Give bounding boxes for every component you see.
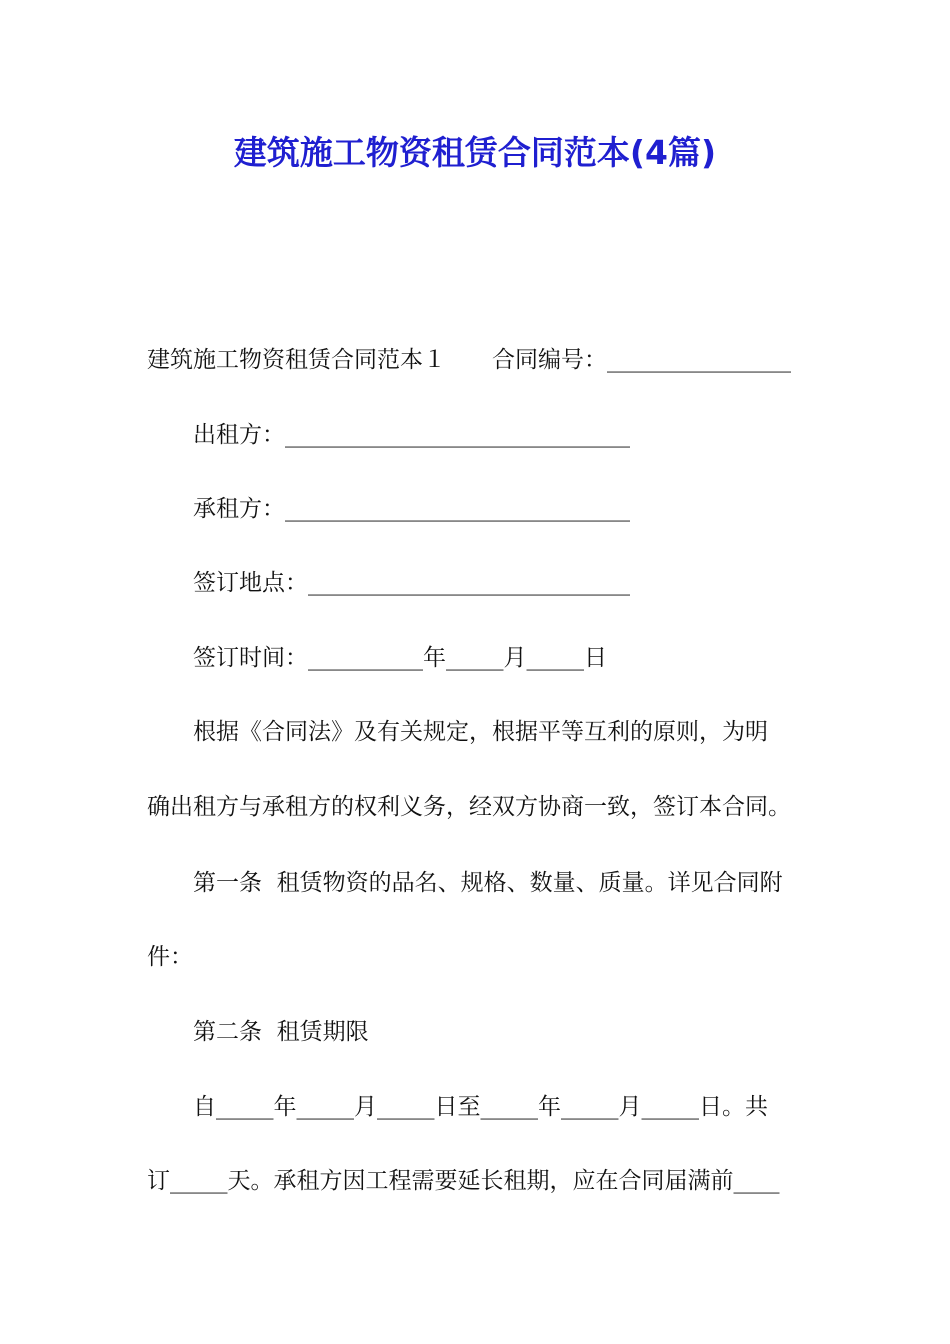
signing-place-field: 签订地点：____________________________ — [193, 570, 630, 596]
article-1-line-1: 第一条 租赁物资的品名、规格、数量、质量。详见合同附 — [193, 870, 783, 896]
contract-heading-line: 建筑施工物资租赁合同范本１ 合同编号：________________ — [147, 347, 791, 373]
signing-date-field: 签订时间：__________年_____月_____日 — [193, 645, 607, 671]
preamble-line-1: 根据《合同法》及有关规定，根据平等互利的原则，为明 — [193, 719, 768, 745]
lessor-field: 出租方：______________________________ — [193, 422, 630, 448]
document-title: 建筑施工物资租赁合同范本(4篇) — [233, 133, 717, 172]
article-1-line-2: 件： — [147, 944, 193, 970]
article-2-line-2: 订_____天。承租方因工程需要延长租期，应在合同届满前____ — [147, 1168, 780, 1194]
article-2-heading: 第二条 租赁期限 — [193, 1019, 369, 1045]
preamble-line-2: 确出租方与承租方的权利义务，经双方协商一致，签订本合同。 — [147, 794, 791, 820]
lessee-field: 承租方：______________________________ — [193, 496, 630, 522]
article-2-line-1: 自_____年_____月_____日至_____年_____月_____日。共 — [193, 1094, 768, 1120]
